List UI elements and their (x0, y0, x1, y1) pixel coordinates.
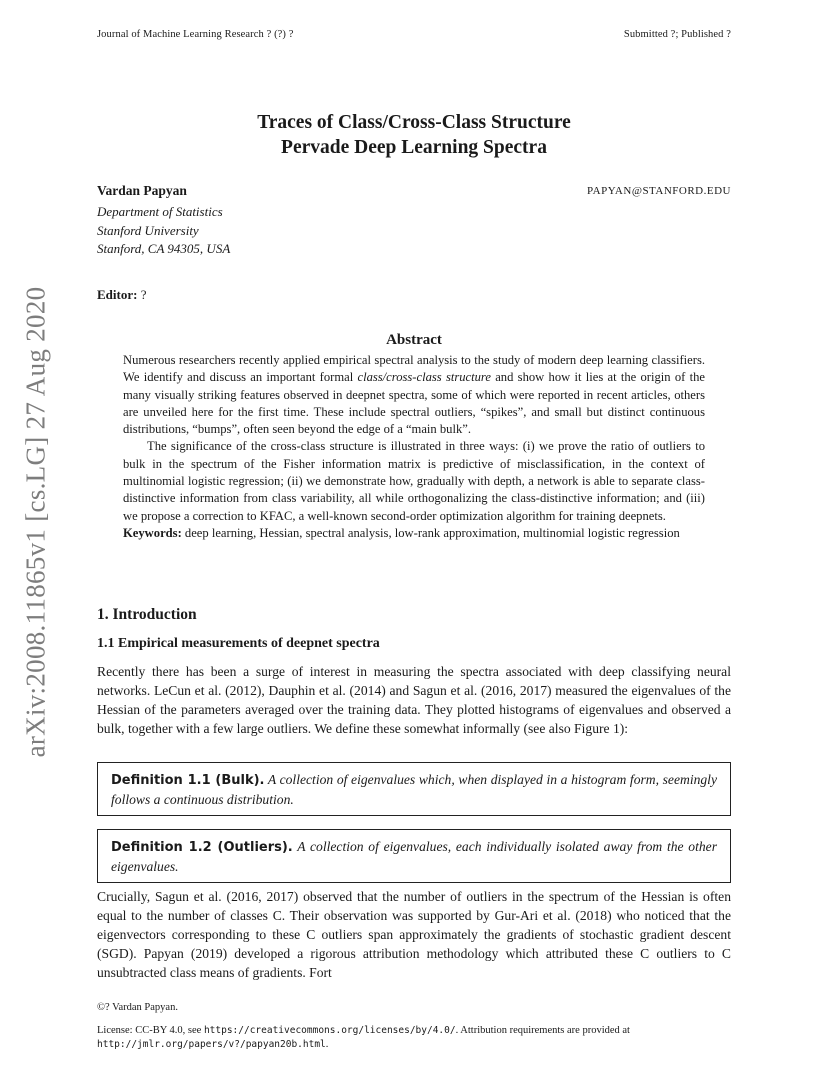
license-text: License: CC-BY 4.0, see (97, 1025, 204, 1036)
paper-title (97, 110, 731, 160)
editor-value: ? (137, 287, 147, 302)
abstract-body (123, 352, 705, 542)
definition-label: Definition 1.2 (Outliers). (111, 840, 293, 855)
editor-label: Editor: (97, 287, 138, 302)
arxiv-stamp: arXiv:2008.11865v1 [cs.LG] 27 Aug 2020 (20, 286, 51, 758)
abstract-emphasis: class/cross-class structure (357, 370, 491, 385)
license-text: . Attribution requirements are provided at (455, 1025, 630, 1036)
abstract-heading: Abstract (386, 332, 442, 348)
abstract-paragraph-2: The significance of the cross-class structure is illustrated in three ways: (i) we prove the ratio of outliers to bulk in the spectrum of the Fisher information matrix is predictive of misclassification, in the context of multinomial logistic regression; (ii) we demonstrate how, gradually with depth, a network is able to separate class-distinctive information from class variability, all while orthogonalizing the class-distinctive information; and (iii) we propose a correction to KFAC, a well-known second-order optimization algorithm for training deepnets. (123, 439, 705, 523)
affiliation (97, 203, 230, 259)
abstract-text: Numerous researchers recently applied empirical spectral analysis to the study of modern deep learning classifiers. We identify and discuss an important formal (123, 353, 705, 385)
license-link[interactable]: https://creativecommons.org/licenses/by/4.0/ (203, 1025, 456, 1036)
arxiv-sidebar (18, 282, 54, 762)
title-line-2: Pervade Deep Learning Spectra (281, 137, 547, 158)
footer (97, 1001, 737, 1052)
affiliation-line: Department of Statistics (97, 204, 223, 219)
definition-text: A collection of eigenvalues, each individually isolated away from the other eigenvalues. (111, 839, 717, 874)
definition-box-bulk (97, 762, 731, 816)
abstract-paragraph-1 (123, 352, 705, 438)
paper-link[interactable]: http://jmlr.org/papers/v?/papyan20b.html (97, 1039, 326, 1050)
submission-status: Submitted ?; Published ? (623, 29, 731, 40)
body-paragraph: Crucially, Sagun et al. (2016, 2017) observed that the number of outliers in the spectrum of the Hessian is often equal to the number of classes C. Their observation was supported by Gur-Ari et al. (2018) who noticed that the eigenvectors corresponding to these C outliers span approximately the gradients of stochastic gradient descent (SGD). Papyan (2019) developed a rigorous attribution methodology which attributed these C outliers to C unsubtracted class means of gradients. Fort (97, 889, 731, 980)
subsection-heading: 1.1 Empirical measurements of deepnet spectra (97, 636, 380, 651)
copyright-line: ©? Vardan Papyan. (97, 1002, 178, 1013)
author-name: Vardan Papyan (97, 183, 187, 198)
author-email: PAPYAN@STANFORD.EDU (587, 185, 731, 197)
affiliation-line: Stanford University (97, 222, 199, 238)
license-text: . (325, 1039, 329, 1050)
definition-label: Definition 1.1 (Bulk). (111, 773, 265, 788)
editor-line (97, 287, 146, 303)
definition-box-outliers (97, 829, 731, 883)
keywords-label: Keywords: (123, 525, 182, 540)
definition-text: A collection of eigenvalues which, when displayed in a histogram form, seemingly follows a continuous distribution. (111, 772, 717, 807)
keywords-list: deep learning, Hessian, spectral analysis, low-rank approximation, multinomial logistic regression (181, 525, 680, 540)
title-line-1: Traces of Class/Cross-Class Structure (257, 112, 571, 133)
affiliation-line: Stanford, CA 94305, USA (97, 241, 231, 256)
body-paragraph: Recently there has been a surge of interest in measuring the spectra associated with deep classifying neural networks. LeCun et al. (2012), Dauphin et al. (2014) and Sagun et al. (2016, 2017) measured the eigenvalues of the Hessian of the parameters averaged over the training data. They plotted histograms of eigenvalues and observed a bulk, together with a few large outliers. We define these somewhat informally (see also Figure 1): (97, 664, 731, 736)
abstract-text: and show how it lies at the origin of the many visually striking features observed in deepnet spectra, some of which were reported in recent articles, others are unveiled here for the first time. These include spectral outliers, “spikes”, and small but distinct continuous distributions, “bumps”, often seen beyond the edge of a “main bulk”. (123, 370, 705, 437)
journal-header: Journal of Machine Learning Research ? (?) ? (97, 29, 294, 40)
section-heading: 1. Introduction (97, 606, 197, 623)
keywords (123, 525, 705, 542)
